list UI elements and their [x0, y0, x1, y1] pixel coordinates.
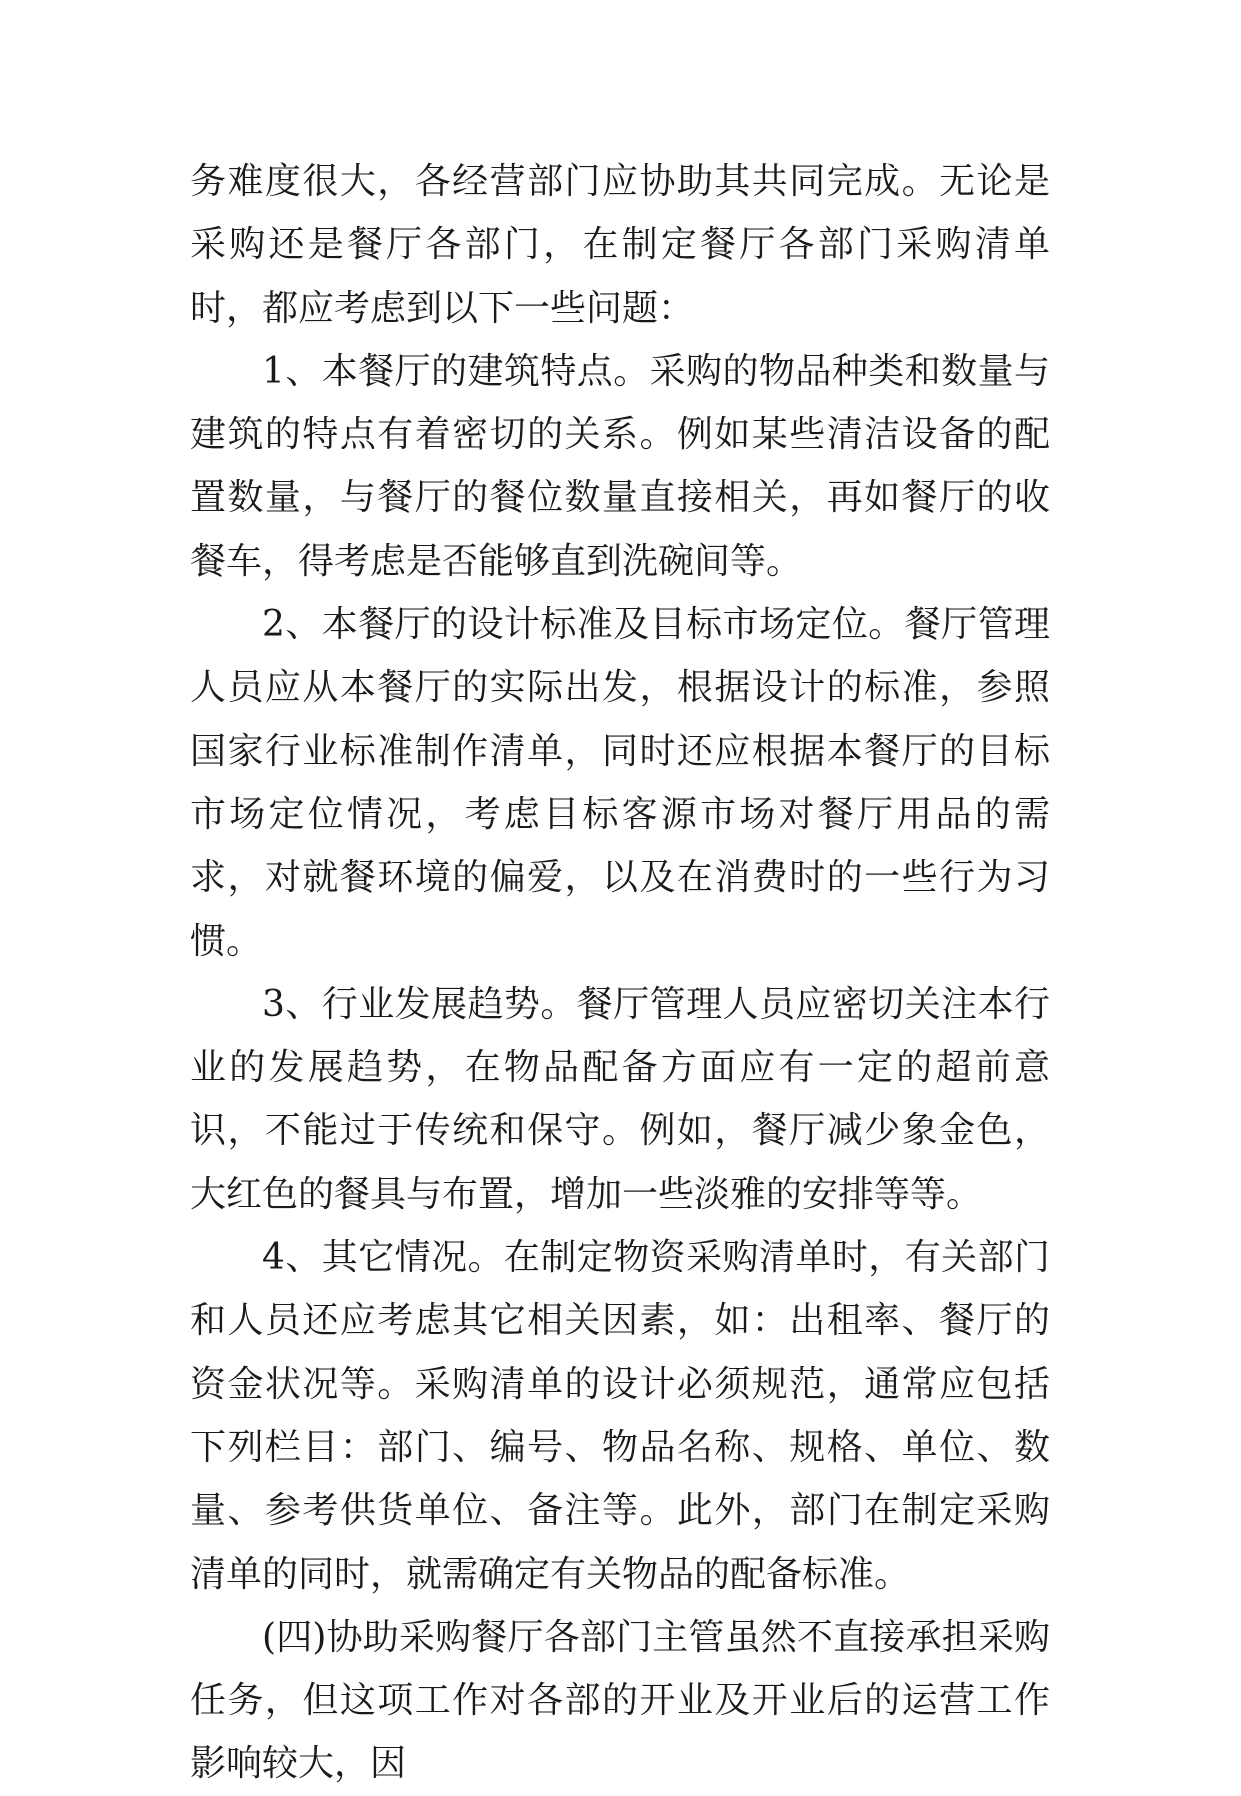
paragraph-item-2: 2、本餐厅的设计标准及目标市场定位。餐厅管理人员应从本餐厅的实际出发，根据设计的标准，参照国家行业标准制作清单，同时还应根据本餐厅的目标市场定位情况，考虑目标客源市场对餐厅用品的需求，对就餐环境的偏爱，以及在消费时的一些行为习惯。 [190, 604, 1050, 962]
paragraph-section-4: (四)协助采购餐厅各部门主管虽然不直接承担采购任务，但这项工作对各部的开业及开业后的运营工作影响较大，因 [190, 1616, 1050, 1785]
document-body [190, 150, 1050, 1796]
paragraph-item-4: 4、其它情况。在制定物资采购清单时，有关部门和人员还应考虑其它相关因素，如：出租率、餐厅的资金状况等。采购清单的设计必须规范，通常应包括下列栏目：部门、编号、物品名称、规格、单位、数量、参考供货单位、备注等。此外，部门在制定采购清单的同时，就需确定有关物品的配备标准。 [190, 1237, 1050, 1595]
paragraph-intro: 务难度很大，各经营部门应协助其共同完成。无论是采购还是餐厅各部门，在制定餐厅各部门采购清单时，都应考虑到以下一些问题： [190, 161, 1050, 329]
paragraph-item-3: 3、行业发展趋势。餐厅管理人员应密切关注本行业的发展趋势，在物品配备方面应有一定的超前意识，不能过于传统和保守。例如，餐厅减少象金色，大红色的餐具与布置，增加一些淡雅的安排等等。 [190, 983, 1050, 1215]
paragraph-item-1: 1、本餐厅的建筑特点。采购的物品种类和数量与建筑的特点有着密切的关系。例如某些清洁设备的配置数量，与餐厅的餐位数量直接相关，再如餐厅的收餐车，得考虑是否能够直到洗碗间等。 [190, 350, 1050, 582]
